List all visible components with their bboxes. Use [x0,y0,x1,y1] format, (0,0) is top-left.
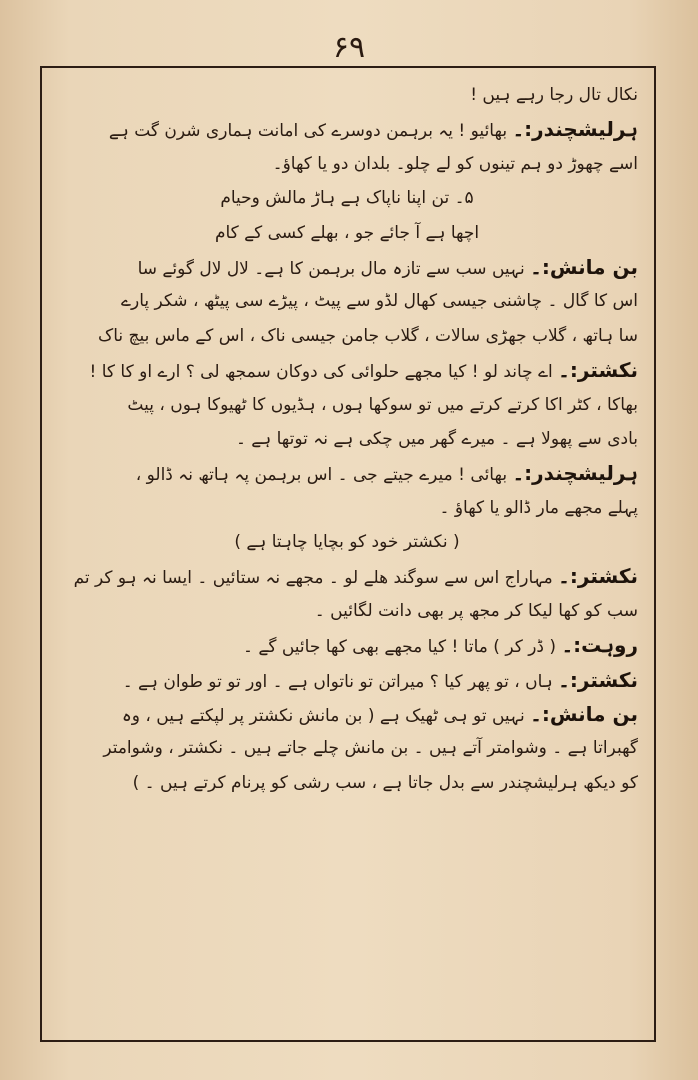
text-body [56,78,638,800]
text-line [56,663,638,697]
line-text: نہیں تو ہی ٹھیک ہے ( بن مانش نکشتر پر لپکتے ہیں ، وہ [121,706,531,727]
text-line [56,594,638,628]
line-text: اچھا ہے آ جائے جو ، بھلے کسی کے کام [214,222,480,243]
line-text: ( نکشتر خود کو بچایا چاہتا ہے ) [234,532,460,553]
speaker-name: نکشتر:۔ [558,667,638,692]
line-text: ہاں ، تو پھر کیا ؟ میراتن تو ناتواں ہے ۔ اور تو تو طوان ہے ۔ [122,671,559,692]
text-line [56,319,638,353]
line-text: پہلے مجھے مار ڈالو یا کھاؤ ۔ [439,497,638,518]
line-text: اسے چھوڑ دو ہم تینوں کو لے چلو۔ بلدان دو یا کھاؤ۔ [272,153,638,174]
line-text: کو دیکھ ہرلیشچندر سے بدل جاتا ہے ، سب رشی کو پرنام کرتے ہیں ۔ ) [132,772,638,793]
text-line [56,112,638,146]
line-text: نکال تال رجا رہے ہیں ! [470,85,638,105]
text-line [56,422,638,456]
speaker-name: بن مانش:۔ [530,254,638,279]
speaker-name: نکشتر:۔ [558,564,638,589]
speaker-name: ہرلیشچندر:۔ [512,117,638,142]
line-text: اس کا گال ۔ چاشنی جیسی کھال لڈو سے پیٹ ، پیڑے سی پیٹھ ، شکر پارے [121,291,638,312]
text-frame [40,66,656,1042]
text-line [56,216,638,250]
text-line [56,697,638,731]
text-line [56,491,638,525]
speaker-name: ہرلیشچندر:۔ [512,461,638,486]
page-number: ۶۹ [332,30,366,65]
text-line [56,731,638,765]
text-line [56,456,638,490]
text-line [56,766,638,800]
text-line [56,559,638,593]
line-text: اے چاند لو ! کیا مجھے حلوائی کی دوکان سمجھ لی ؟ ارے او کا کا ! [89,362,559,383]
speaker-name: نکشتر:۔ [558,358,638,383]
speaker-name: روہت:۔ [561,633,638,658]
text-line [56,388,638,422]
line-text: بھائی ! میرے جیتے جی ۔ اس برہمن پہ ہاتھ نہ ڈالو ، [135,465,513,486]
text-line [56,181,638,215]
text-line [56,250,638,284]
line-text: نہیں سب سے تازہ مال برہمن کا ہے۔ لال لال گوئے سا [137,258,531,279]
line-text: ۵۔ تن اپنا ناپاک ہے ہاڑ مالش وحیام [220,188,474,209]
line-text: مہاراج اس سے سوگند ھلے لو ۔ مجھے نہ ستائیں ۔ ایسا نہ ہو کر تم [73,568,559,589]
line-text: گھبراتا ہے ۔ وشوامتر آتے ہیں ۔ بن مانش چلے جاتے ہیں ۔ نکشتر ، وشوامتر [103,738,638,759]
line-text: بھائیو ! یہ برہمن دوسرے کی امانت ہماری شرن گت ہے [108,121,513,142]
line-text: سا ہاتھ ، گلاب جھڑی سالات ، گلاب جامن جیسی ناک ، اس کے ماس بیچ ناک [98,325,638,346]
line-text: بادی سے پھولا ہے ۔ میرے گھر میں چکی ہے نہ توتھا ہے ۔ [235,428,638,449]
text-line [56,525,638,559]
line-text: بھاکا ، کٹر اکا کرتے کرتے میں تو سوکھا ہوں ، ہڈیوں کا ٹھیوکا ہوں ، پیٹ [127,394,638,415]
text-line [56,147,638,181]
text-line [56,353,638,387]
line-text: ( ڈر کر ) ماتا ! کیا مجھے بھی کھا جائیں گے ۔ [243,637,562,658]
line-text: سب کو کھا لیکا کر مجھ پر بھی دانت لگائیں ۔ [314,600,638,621]
speaker-name: بن مانش:۔ [530,702,638,727]
text-line [56,628,638,662]
text-line [56,78,638,112]
text-line [56,284,638,318]
